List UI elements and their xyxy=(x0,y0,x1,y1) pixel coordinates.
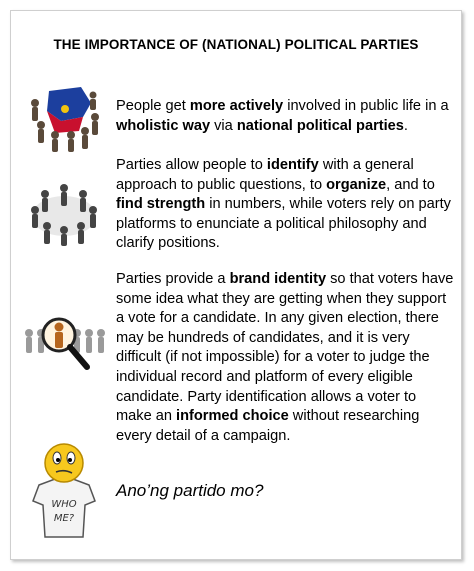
paragraph-national-parties xyxy=(116,97,454,136)
paragraph-text: involved in public life in a xyxy=(283,98,449,114)
paragraph-identify-organize xyxy=(116,156,454,254)
confused-smiley-who-me-icon xyxy=(25,441,103,541)
svg-text:ME?: ME? xyxy=(53,513,75,524)
emphasis-text: national political parties xyxy=(236,117,404,134)
paragraph-text: People get xyxy=(116,98,190,114)
paragraph-text: Parties provide a xyxy=(116,271,230,287)
paragraph-brand-identity xyxy=(116,270,454,446)
emphasis-text: identify xyxy=(266,157,319,173)
paragraph-text: without researching every detail of a campaign. xyxy=(116,408,420,444)
paragraph-text: via xyxy=(210,117,237,134)
emphasis-text: organize xyxy=(326,176,387,193)
emphasis-text: brand identity xyxy=(229,271,327,287)
people-around-philippine-map-icon xyxy=(25,81,103,153)
emphasis-text: informed choice xyxy=(176,408,289,425)
emphasis-text: wholistic way xyxy=(116,117,211,134)
paragraph-text: with a general approach to public questions, to xyxy=(116,157,414,193)
document-title: THE IMPORTANCE OF (NATIONAL) POLITICAL PARTIES xyxy=(53,37,419,52)
paragraph-text: , and to xyxy=(386,176,435,193)
emphasis-text: more actively xyxy=(189,98,284,114)
emphasis-text: find strength xyxy=(116,196,206,213)
paragraph-text: . xyxy=(403,117,408,134)
question-text: Ano’ng partido mo? xyxy=(116,481,264,500)
document-page xyxy=(10,10,462,560)
paragraph-text: so that voters have some idea what they are getting when they support a vote for a candidate. In any given election, there may be hundreds of candidates, and it is very difficult (if not impossible) for a voter to judge the individual record and platform of every eligible candidate. Party identification allows a voter to make an xyxy=(116,271,454,425)
circle-of-people-icon xyxy=(25,176,103,246)
svg-text:WHO: WHO xyxy=(51,499,77,510)
paragraph-text: in numbers, while voters rely on party platforms to enunciate a political philosophy and clarify positions. xyxy=(116,196,451,252)
paragraph-text: Parties allow people to xyxy=(116,157,267,173)
magnifier-selecting-person-icon xyxy=(21,311,107,373)
